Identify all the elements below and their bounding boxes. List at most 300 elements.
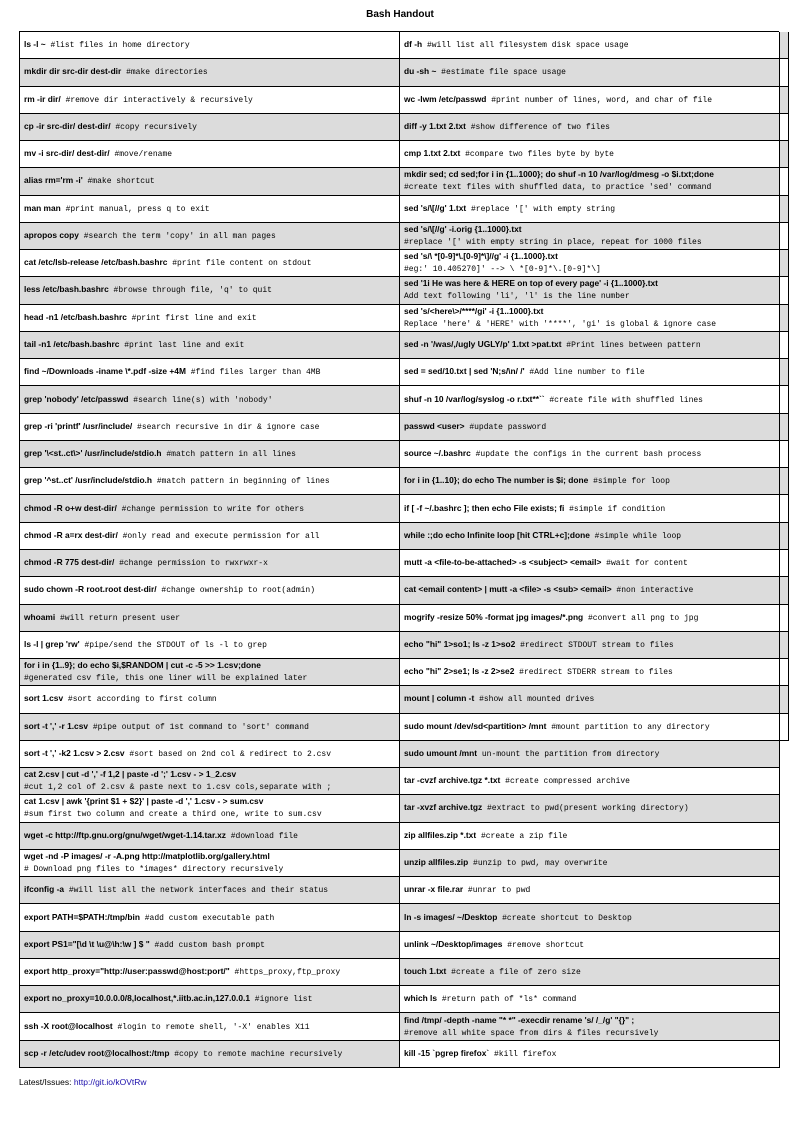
- command-text: export PATH=$PATH:/tmp/bin: [24, 911, 140, 922]
- cell-line: [24, 884, 395, 896]
- comment-text: #remove all white space from dirs & files recursively: [404, 1028, 659, 1038]
- table-cell: [400, 986, 780, 1013]
- command-text: wget -c http://ftp.gnu.org/gnu/wget/wget-1.14.tar.xz: [24, 829, 226, 840]
- table-cell: [400, 32, 780, 59]
- command-text: find ~/Downloads -iname \*.pdf -size +4M: [24, 366, 186, 377]
- comment-text: #print number of lines, word, and char of file: [486, 95, 713, 105]
- comment-text: #copy recursively: [110, 122, 197, 132]
- comment-text: #create a zip file: [476, 831, 568, 841]
- cell-line: [404, 475, 775, 487]
- comment-text: #change permission to write for others: [116, 504, 305, 514]
- command-text: for i in {1..10}; do echo The number is $i; done: [404, 475, 589, 486]
- table-cell: [400, 904, 780, 931]
- table-cell: [400, 332, 780, 359]
- table-cell: [20, 523, 400, 550]
- cell-line: [24, 175, 395, 187]
- table-cell: [20, 577, 400, 604]
- cell-line: [404, 530, 775, 542]
- footer-link[interactable]: http://git.io/kOVtRw: [73, 1077, 147, 1087]
- cell-line: [24, 39, 395, 51]
- command-text: sudo chown -R root.root dest-dir/: [24, 584, 157, 595]
- cell-line: [24, 796, 395, 808]
- comment-text: #non interactive: [611, 586, 694, 596]
- cell-line: [24, 830, 395, 842]
- command-text: grep '\<st..ct\>' /usr/include/stdio.h: [24, 448, 162, 459]
- cell-line: [24, 421, 395, 433]
- table-cell: [400, 277, 780, 304]
- cell-line: [404, 278, 775, 290]
- table-cell: [400, 1013, 780, 1040]
- table-cell: [20, 605, 400, 632]
- table-cell: [780, 277, 789, 304]
- comment-text: #login to remote shell, '-X' enables X11: [112, 1022, 310, 1032]
- table-cell: [20, 386, 400, 413]
- cell-line: [24, 851, 395, 863]
- comment-text: #search the term 'copy' in all man pages: [78, 231, 276, 241]
- table-cell: [400, 250, 780, 277]
- cell-line: [24, 284, 395, 296]
- table-cell: [780, 550, 789, 577]
- table-cell: [400, 768, 780, 795]
- command-text: unrar -x file.rar: [404, 884, 464, 895]
- cell-line: [404, 912, 775, 924]
- cell-line: [404, 263, 775, 275]
- cell-line: [24, 939, 395, 951]
- comment-text: #kill firefox: [489, 1049, 557, 1059]
- cell-line: [404, 366, 775, 378]
- command-text: less /etc/bash.bashrc: [24, 284, 109, 295]
- cell-line: [24, 721, 395, 733]
- command-text: df -h: [404, 39, 423, 50]
- table-cell: [400, 686, 780, 713]
- comment-text: #match pattern in all lines: [161, 450, 296, 460]
- comment-text: #change ownership to root(admin): [156, 586, 316, 596]
- table-cell: [780, 32, 789, 59]
- table-cell: [20, 441, 400, 468]
- comment-text: #download file: [225, 831, 298, 841]
- cell-line: [24, 339, 395, 351]
- comment-text: #convert all png to jpg: [583, 613, 699, 623]
- command-text: sed 's/\ *[0-9]*\.[0-9]*\]//g' -i {1..1000}.txt: [404, 251, 558, 262]
- command-text: for i in {1..9}; do echo $i,$RANDOM | cut -c -5 >> 1.csv;done: [24, 660, 261, 671]
- cell-line: [24, 366, 395, 378]
- cell-line: [404, 857, 775, 869]
- command-text: chmod -R o+w dest-dir/: [24, 502, 117, 513]
- comment-text: #redirect STDERR stream to files: [514, 668, 673, 678]
- table-cell: [20, 250, 400, 277]
- table-cell: [780, 305, 789, 332]
- comment-text: #create file with shuffled lines: [544, 395, 703, 405]
- table-cell: [780, 605, 789, 632]
- cell-line: [404, 203, 775, 215]
- comment-text: #return path of *ls* command: [437, 995, 577, 1005]
- comment-text: #redirect STDOUT stream to files: [515, 640, 674, 650]
- command-text: ls -l ~: [24, 39, 46, 50]
- command-text: grep -ri 'printf' /usr/include/: [24, 420, 133, 431]
- cell-line: [24, 912, 395, 924]
- comment-text: #browse through file, 'q' to quit: [108, 286, 272, 296]
- comment-text: #match pattern in beginning of lines: [152, 477, 330, 487]
- comment-text: Replace 'here' & 'HERE' with '****', 'gi' is global & ignore case: [404, 319, 717, 329]
- comment-text: #list files in home directory: [45, 41, 190, 51]
- table-cell: [20, 904, 400, 931]
- command-table: [19, 31, 779, 1068]
- comment-text: #remove dir interactively & recursively: [60, 95, 253, 105]
- cell-line: [404, 224, 775, 236]
- command-text: mkdir dir src-dir dest-dir: [24, 66, 122, 77]
- cell-line: [24, 863, 395, 875]
- table-cell: [20, 277, 400, 304]
- cell-line: [24, 148, 395, 160]
- table-cell: [400, 932, 780, 959]
- cell-line: [404, 693, 775, 705]
- command-text: tail -n1 /etc/bash.bashrc: [24, 339, 120, 350]
- comment-text: #will return present user: [55, 613, 181, 623]
- table-cell: [780, 87, 789, 114]
- cell-line: [24, 557, 395, 569]
- table-cell: [780, 523, 789, 550]
- command-text: cp -ir src-dir/ dest-dir/: [24, 120, 111, 131]
- cell-line: [404, 1027, 775, 1039]
- table-cell: [20, 223, 400, 250]
- table-cell: [20, 114, 400, 141]
- table-cell: [780, 59, 789, 86]
- table-cell: [780, 223, 789, 250]
- cell-line: [24, 66, 395, 78]
- comment-text: #print first line and exit: [126, 313, 257, 323]
- comment-text: # Download png files to *images* directory recursively: [24, 865, 284, 875]
- cell-line: [404, 993, 775, 1005]
- table-cell: [780, 577, 789, 604]
- table-cell: [20, 332, 400, 359]
- cell-line: [404, 121, 775, 133]
- cell-line: [24, 257, 395, 269]
- comment-text: #https_proxy,ftp_proxy: [229, 968, 341, 978]
- table-cell: [400, 59, 780, 86]
- table-cell: [400, 577, 780, 604]
- table-cell: [400, 386, 780, 413]
- comment-text: #create shortcut to Desktop: [497, 913, 632, 923]
- table-cell: [400, 87, 780, 114]
- table-cell: [20, 550, 400, 577]
- command-text: scp -r /etc/udev root@localhost:/tmp: [24, 1047, 170, 1058]
- comment-text: #find files larger than 4MB: [185, 368, 321, 378]
- command-text: cat 2.csv | cut -d ',' -f 1,2 | paste -d ';' 1.csv - > 1_2.csv: [24, 769, 237, 780]
- comment-text: #print last line and exit: [119, 341, 245, 351]
- command-text: mogrify -resize 50% -format jpg images/*.png: [404, 611, 584, 622]
- comment-text: #create compressed archive: [500, 777, 630, 787]
- cell-line: [404, 584, 775, 596]
- command-text: if [ -f ~/.bashrc ]; then echo File exists; fi: [404, 502, 565, 513]
- table-cell: [400, 632, 780, 659]
- comment-text: #change permission to rwxrwxr-x: [114, 559, 268, 569]
- comment-text: #search line(s) with 'nobody': [128, 395, 273, 405]
- cell-line: [404, 421, 775, 433]
- table-cell: [20, 959, 400, 986]
- command-text: cat /etc/lsb-release /etc/bash.bashrc: [24, 257, 168, 268]
- table-cell: [780, 686, 789, 713]
- cell-line: [24, 808, 395, 820]
- cell-line: [24, 660, 395, 672]
- command-text: chmod -R a=rx dest-dir/: [24, 529, 118, 540]
- cell-line: [24, 748, 395, 760]
- command-text: ssh -X root@localhost: [24, 1020, 113, 1031]
- table-cell: [780, 332, 789, 359]
- table-cell: [400, 877, 780, 904]
- command-text: sed 's/<here\>/****/gi' -i {1..1000}.txt: [404, 305, 544, 316]
- command-text: apropos copy: [24, 229, 79, 240]
- cell-line: [404, 666, 775, 678]
- table-cell: [400, 741, 780, 768]
- command-text: grep '^st..ct' /usr/include/stdio.h: [24, 475, 153, 486]
- comment-text: #print manual, press q to exit: [60, 204, 210, 214]
- cell-line: [24, 612, 395, 624]
- cell-line: [404, 148, 775, 160]
- cell-line: [404, 66, 775, 78]
- command-text: ln -s images/ ~/Desktop: [404, 911, 498, 922]
- table-cell: [400, 441, 780, 468]
- table-cell: [400, 714, 780, 741]
- comment-text: #generated csv file, this one liner will be explained later: [24, 674, 308, 684]
- table-cell: [400, 550, 780, 577]
- comment-text: #add custom bash prompt: [149, 940, 265, 950]
- table-cell: [20, 768, 400, 795]
- comment-text: #create text files with shuffled data, to practice 'sed' command: [404, 183, 712, 193]
- table-cell: [780, 359, 789, 386]
- comment-text: #will list all the network interfaces and their status: [64, 886, 329, 896]
- comment-text: #wait for content: [601, 559, 688, 569]
- command-text: echo "hi" 1>so1; ls -z 1>so2: [404, 638, 516, 649]
- cell-line: [404, 39, 775, 51]
- table-cell: [20, 850, 400, 877]
- command-text: whoami: [24, 611, 56, 622]
- table-cell: [20, 196, 400, 223]
- cell-line: [24, 769, 395, 781]
- cell-line: [404, 503, 775, 515]
- comment-text: #simple for loop: [588, 477, 670, 487]
- comment-text: #make shortcut: [82, 177, 155, 187]
- table-cell: [20, 714, 400, 741]
- command-text: sed '1i He was here & HERE on top of every page' -i {1..1000}.txt: [404, 278, 658, 289]
- table-cell: [400, 823, 780, 850]
- page-title: Bash Handout: [366, 9, 434, 20]
- command-text: which ls: [404, 993, 438, 1004]
- table-cell: [20, 414, 400, 441]
- command-text: tar -cvzf archive.tgz *.txt: [404, 775, 501, 786]
- cell-line: [404, 448, 775, 460]
- comment-text: #mount partition to any directory: [546, 722, 710, 732]
- cell-line: [24, 993, 395, 1005]
- comment-text: #compare two files byte by byte: [460, 150, 614, 160]
- comment-text: #show difference of two files: [465, 122, 610, 132]
- cell-line: [24, 693, 395, 705]
- comment-text: #only read and execute permission for all: [117, 531, 320, 541]
- comment-text: #simple if condition: [564, 504, 666, 514]
- table-cell: [780, 632, 789, 659]
- table-cell: [20, 32, 400, 59]
- comment-text: #replace '[' with empty string: [466, 204, 615, 214]
- comment-text: #search recursive in dir & ignore case: [132, 422, 320, 432]
- table-cell: [20, 141, 400, 168]
- cell-line: [24, 1048, 395, 1060]
- table-cell: [400, 1041, 780, 1068]
- table-cell: [400, 468, 780, 495]
- command-text: rm -ir dir/: [24, 93, 61, 104]
- comment-text: #will list all filesystem disk space usage: [422, 41, 629, 51]
- command-text: sed 's/\[//g' 1.txt: [404, 202, 467, 213]
- cell-line: [404, 884, 775, 896]
- comment-text: #estimate file space usage: [436, 68, 566, 78]
- command-text: touch 1.txt: [404, 966, 447, 977]
- cell-line: [24, 203, 395, 215]
- table-cell: [400, 850, 780, 877]
- command-text: echo "hi" 2>se1; ls -z 2>se2: [404, 666, 515, 677]
- command-text: sed 's/\[//g' -i.orig {1..1000}.txt: [404, 223, 522, 234]
- comment-text: #unzip to pwd, may overwrite: [468, 859, 608, 869]
- command-text: shuf -n 10 /var/log/syslog -o r.txt**``: [404, 393, 545, 404]
- table-cell: [20, 495, 400, 522]
- cell-line: [404, 306, 775, 318]
- command-text: unlink ~/Desktop/images: [404, 938, 503, 949]
- table-cell: [400, 223, 780, 250]
- command-text: source ~/.bashrc: [404, 448, 471, 459]
- command-text: zip allfiles.zip *.txt: [404, 829, 477, 840]
- table-cell: [20, 168, 400, 195]
- table-cell: [780, 168, 789, 195]
- cell-line: [404, 318, 775, 330]
- table-cell: [400, 795, 780, 822]
- table-cell: [20, 305, 400, 332]
- table-cell: [20, 741, 400, 768]
- comment-text: #update password: [464, 422, 547, 432]
- cell-line: [24, 781, 395, 793]
- table-cell: [780, 114, 789, 141]
- cell-line: [24, 584, 395, 596]
- cell-line: [404, 639, 775, 651]
- command-text: grep 'nobody' /etc/passwd: [24, 393, 129, 404]
- table-cell: [20, 1041, 400, 1068]
- comment-text: #print file content on stdout: [167, 259, 312, 269]
- cell-line: [404, 830, 775, 842]
- table-cell: [400, 305, 780, 332]
- cell-line: [404, 94, 775, 106]
- command-text: sed = sed/10.txt | sed 'N;s/\n/ /': [404, 366, 525, 377]
- table-cell: [400, 168, 780, 195]
- command-text: cmp 1.txt 2.txt: [404, 148, 461, 159]
- command-text: mount | column -t: [404, 693, 475, 704]
- command-text: unzip allfiles.zip: [404, 857, 469, 868]
- table-cell: [20, 795, 400, 822]
- cell-line: [24, 530, 395, 542]
- cell-line: [404, 612, 775, 624]
- comment-text: #update the configs in the current bash process: [470, 450, 702, 460]
- comment-text: #sum first two column and create a third one, write to sum.csv: [24, 810, 322, 820]
- table-cell: [780, 441, 789, 468]
- command-text: mv -i src-dir/ dest-dir/: [24, 148, 110, 159]
- command-text: mutt -a <file-to-be-attached> -s <subject> <email>: [404, 557, 602, 568]
- cell-line: [24, 312, 395, 324]
- comment-text: #unrar to pwd: [463, 886, 531, 896]
- cell-line: [404, 1048, 775, 1060]
- cell-line: [24, 639, 395, 651]
- command-text: wget -nd -P images/ -r -A.png http://matplotlib.org/gallery.html: [24, 851, 270, 862]
- cell-line: [404, 748, 775, 760]
- table-cell: [780, 196, 789, 223]
- cell-line: [24, 672, 395, 684]
- command-text: cat 1.csv | awk '{print $1 + $2}' | paste -d ',' 1.csv - > sum.csv: [24, 796, 264, 807]
- table-cell: [400, 659, 780, 686]
- table-cell: [400, 605, 780, 632]
- cell-line: [24, 94, 395, 106]
- command-text: head -n1 /etc/bash.bashrc: [24, 311, 127, 322]
- command-text: cat <email content> | mutt -a <file> -s <sub> <email>: [404, 584, 612, 595]
- cell-line: [404, 339, 775, 351]
- comment-text: #make directories: [121, 68, 208, 78]
- command-text: tar -xvzf archive.tgz: [404, 802, 483, 813]
- comment-text: #pipe output of 1st command to 'sort' command: [88, 722, 309, 732]
- footer-label: Latest/Issues:: [19, 1077, 74, 1087]
- comment-text: un-mount the partition from directory: [477, 749, 660, 759]
- table-cell: [780, 714, 789, 741]
- comment-text: #ignore list: [250, 995, 313, 1005]
- command-text: du -sh ~: [404, 66, 437, 77]
- table-cell: [20, 632, 400, 659]
- table-cell: [780, 250, 789, 277]
- table-cell: [780, 468, 789, 495]
- cell-line: [404, 939, 775, 951]
- command-text: export no_proxy=10.0.0.0/8,localhost,*.iitb.ac.in,127.0.0.1: [24, 993, 250, 1004]
- command-text: sort 1.csv: [24, 693, 64, 704]
- cell-line: [24, 1021, 395, 1033]
- cell-line: [404, 236, 775, 248]
- command-text: mkdir sed; cd sed;for i in {1..1000}; do shuf -n 10 /var/log/dmesg -o $i.txt;done: [404, 169, 714, 180]
- command-text: ls -l | grep 'rw': [24, 638, 80, 649]
- cell-line: [404, 394, 775, 406]
- table-cell: [400, 414, 780, 441]
- comment-text: #eg:' 10.405270]' --> \ *[0-9]*\.[0-9]*\]: [404, 265, 601, 275]
- cell-line: [404, 966, 775, 978]
- footer: [19, 1077, 147, 1087]
- table-cell: [20, 359, 400, 386]
- table-cell: [20, 932, 400, 959]
- cell-line: [24, 448, 395, 460]
- table-cell: [20, 986, 400, 1013]
- table-cell: [20, 686, 400, 713]
- cell-line: [404, 290, 775, 302]
- comment-text: #sort according to first column: [63, 695, 217, 705]
- cell-line: [404, 181, 775, 193]
- table-cell: [400, 959, 780, 986]
- table-cell: [20, 468, 400, 495]
- cell-line: [404, 1015, 775, 1027]
- table-cell: [20, 87, 400, 114]
- comment-text: #simple while loop: [589, 531, 682, 541]
- cell-line: [24, 230, 395, 242]
- cell-line: [24, 966, 395, 978]
- table-cell: [400, 523, 780, 550]
- cell-line: [404, 169, 775, 181]
- table-cell: [780, 495, 789, 522]
- comment-text: #Add line number to file: [524, 368, 645, 378]
- comment-text: #show all mounted drives: [474, 695, 595, 705]
- cell-line: [24, 121, 395, 133]
- command-text: chmod -R 775 dest-dir/: [24, 557, 115, 568]
- command-text: export http_proxy="http://user:passwd@host:port/": [24, 966, 230, 977]
- cell-line: [24, 394, 395, 406]
- table-cell: [780, 414, 789, 441]
- command-text: export PS1="[\d \t \u@\h:\w ] $ ": [24, 938, 150, 949]
- comment-text: #copy to remote machine recursively: [169, 1049, 343, 1059]
